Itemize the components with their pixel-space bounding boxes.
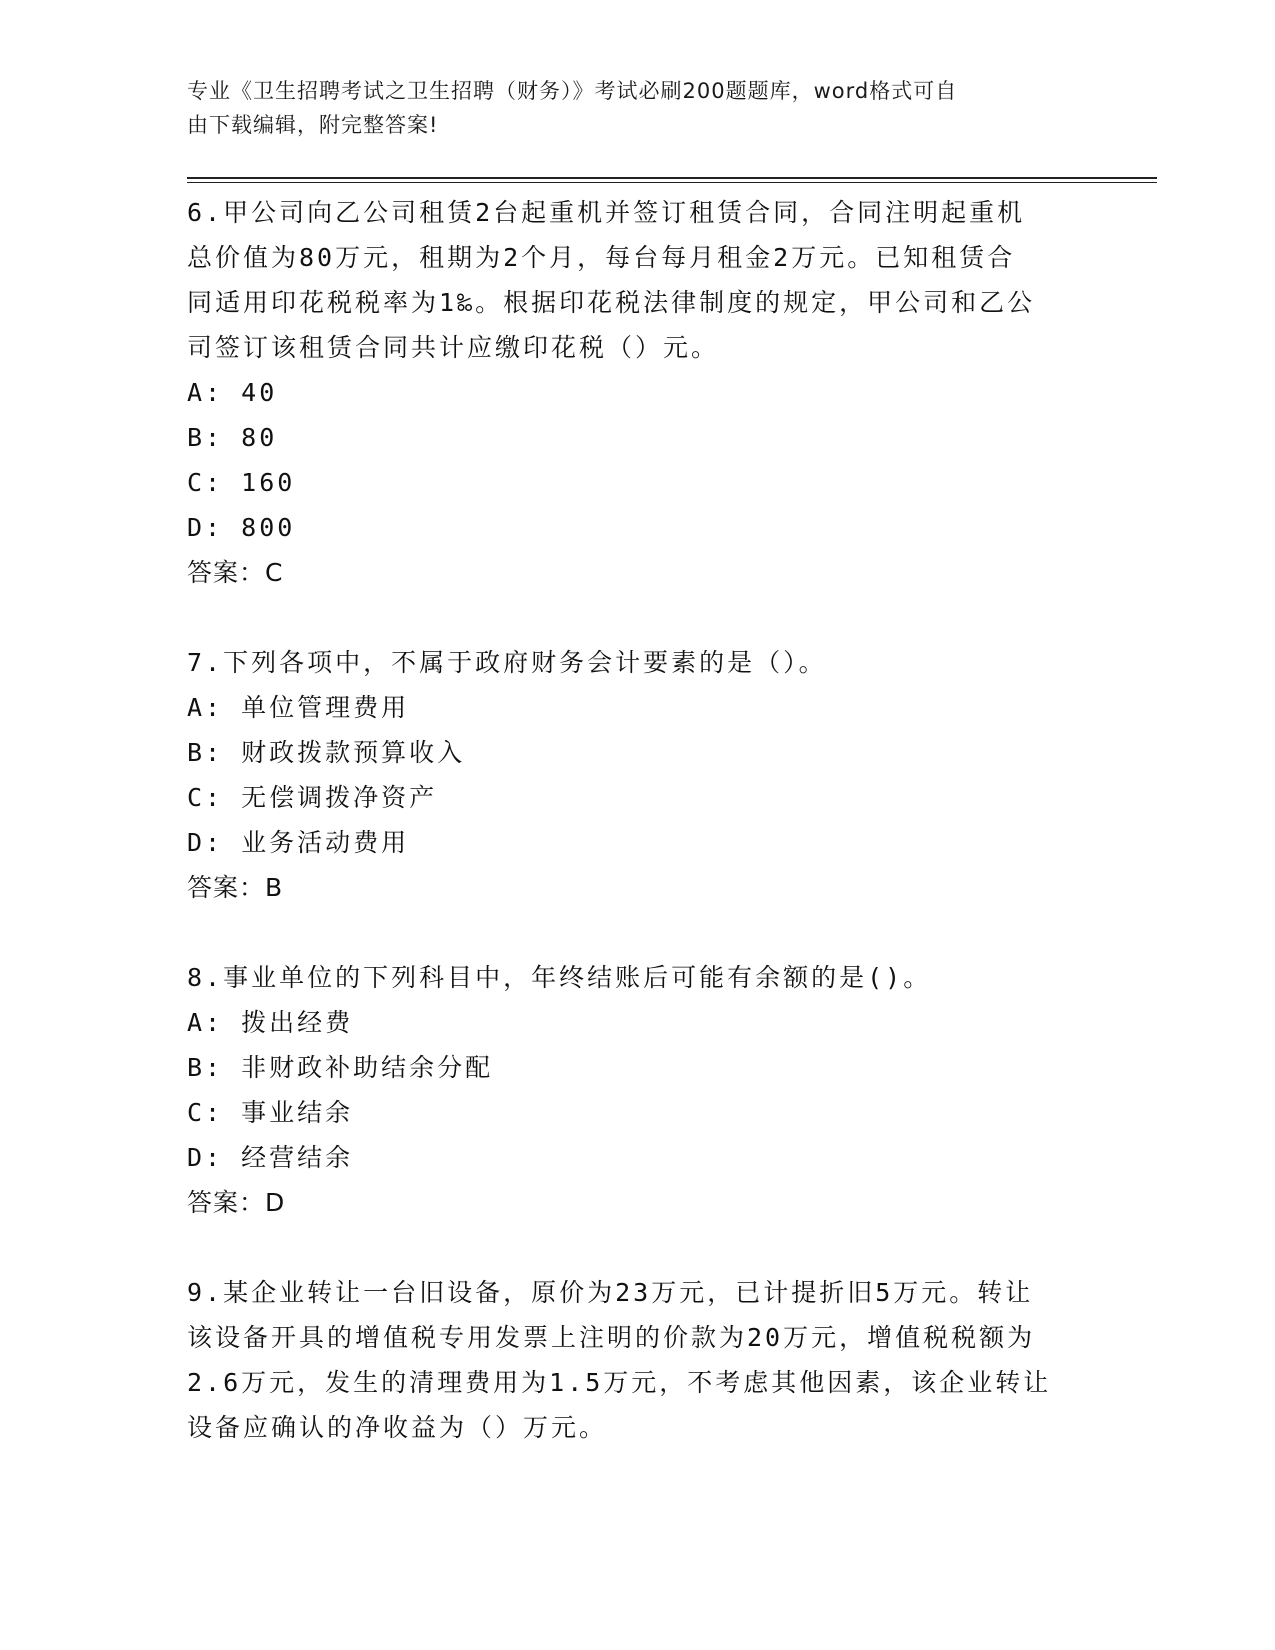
spacer xyxy=(187,595,1087,640)
header-line-1: 专业《卫生招聘考试之卫生招聘（财务）》考试必刷200题题库，word格式可自 xyxy=(187,79,958,103)
question-8-line-1: 8.事业单位的下列科目中，年终结账后可能有余额的是()。 xyxy=(187,963,932,992)
question-8 xyxy=(187,955,1087,1225)
header-divider xyxy=(187,177,1157,183)
question-8-option-a: A: 拨出经费 xyxy=(187,1008,354,1037)
question-9-line-1: 9.某企业转让一台旧设备，原价为23万元，已计提折旧5万元。转让 xyxy=(187,1278,1034,1307)
question-list xyxy=(187,190,1087,1450)
question-6-option-d: D: 800 xyxy=(187,513,296,542)
question-6-option-a: A: 40 xyxy=(187,378,278,407)
question-7 xyxy=(187,640,1087,910)
question-6-option-c: C: 160 xyxy=(187,468,296,497)
spacer xyxy=(187,910,1087,955)
question-6-line-4: 司签订该租赁合同共计应缴印花税（）元。 xyxy=(187,333,720,362)
spacer xyxy=(187,1225,1087,1270)
question-8-answer: 答案：D xyxy=(187,1188,286,1217)
question-7-answer: 答案：B xyxy=(187,873,284,902)
header-line-2: 由下载编辑，附完整答案! xyxy=(187,113,439,137)
question-9-line-3: 2.6万元，发生的清理费用为1.5万元，不考虑其他因素，该企业转让 xyxy=(187,1368,1052,1397)
question-6-line-3: 同适用印花税税率为1‰。根据印花税法律制度的规定，甲公司和乙公 xyxy=(187,288,1036,317)
question-7-option-b: B: 财政拨款预算收入 xyxy=(187,738,466,767)
question-7-option-d: D: 业务活动费用 xyxy=(187,828,410,857)
question-8-option-c: C: 事业结余 xyxy=(187,1098,354,1127)
question-7-line-1: 7.下列各项中，不属于政府财务会计要素的是（）。 xyxy=(187,648,827,677)
question-7-option-c: C: 无偿调拨净资产 xyxy=(187,783,438,812)
question-6-answer: 答案：C xyxy=(187,558,284,587)
question-6-line-2: 总价值为80万元，租期为2个月，每台每月租金2万元。已知租赁合 xyxy=(187,243,1016,272)
question-9-line-4: 设备应确认的净收益为（）万元。 xyxy=(187,1413,608,1442)
question-8-option-b: B: 非财政补助结余分配 xyxy=(187,1053,494,1082)
question-8-option-d: D: 经营结余 xyxy=(187,1143,354,1172)
question-9 xyxy=(187,1270,1087,1450)
document-header xyxy=(187,74,1067,142)
question-7-option-a: A: 单位管理费用 xyxy=(187,693,410,722)
question-6-line-1: 6.甲公司向乙公司租赁2台起重机并签订租赁合同，合同注明起重机 xyxy=(187,198,1026,227)
question-9-line-2: 该设备开具的增值税专用发票上注明的价款为20万元，增值税税额为 xyxy=(187,1323,1036,1352)
question-6-option-b: B: 80 xyxy=(187,423,278,452)
question-6 xyxy=(187,190,1087,595)
